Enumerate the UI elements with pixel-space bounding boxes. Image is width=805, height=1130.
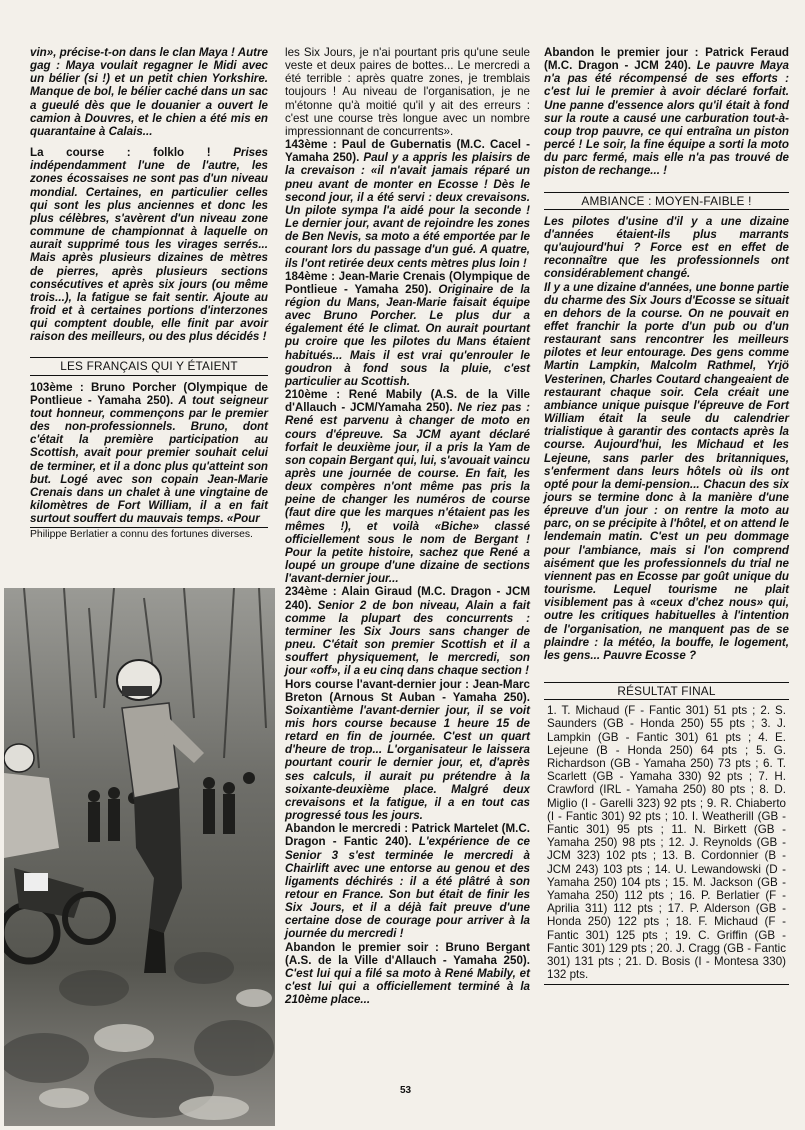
col2-paragraph-6 [285, 678, 530, 823]
photo-caption: Philippe Berlatier a connu des fortunes diverses. [30, 529, 253, 541]
col1-paragraph-1: vin», précise-t-on dans le clan Maya ! Autre gag : Maya voulait regagner le Midi avec un bélier (si !) et un petit chien Yorkshire. Manque de bol, le bélier caché dans un sac a gueulé dès que le douanier a ouvert le camion à Douvres, et le chien a été mis en quarantaine à Calais... [30, 46, 268, 138]
column-3 [544, 46, 789, 985]
col2-paragraph-7-body: L'expérience de ce Senior 3 s'est terminée le mercredi à Chairlift avec une entorse au genou et des ligaments déchirés : il a été plâtré à son retour en France. Son but était de finir les Six Jours, et il a déjà fait preuve d'une certaine dose de courage pour arriver à la journée du mercredi ! [285, 835, 530, 941]
col2-paragraph-8-body: C'est lui qui a filé sa moto à René Mabily, et c'est lui qui a officiellement terminé à la 210ème place... [285, 966, 530, 1007]
trial-rider-photo [4, 588, 275, 1126]
column-2 [285, 46, 530, 1006]
col2-paragraph-3-body: Originaire de la région du Mans, Jean-Marie faisait équipe avec Bruno Porcher. Le plus dur a également été le climat. On aurait pourtant pu croire que les pilotes du Mans étaient habitués... Mais il est vrai qu'enrouler le goudron à fond sous la pluie, c'est particulier au Scottish. [285, 282, 530, 388]
col1-paragraph-3 [30, 381, 268, 526]
col2-paragraph-6-body: Soixantième l'avant-dernier jour, il se voit mis hors course because 1 heure 15 de retard en fin de journée. C'est un quart d'heure de trop... L'organisateur le laissera pourtant courir le dernier jour, et, d'après ses calculs, il aurait pu prétendre à la soixante-deuxième place. Malgré deux crevaisons et la fatigue, il a en tout cas progressé tous les jours. [285, 703, 530, 823]
col2-paragraph-4 [285, 388, 530, 585]
section-header-resultat: RÉSULTAT FINAL [544, 682, 789, 699]
results-list: 1. T. Michaud (F - Fantic 301) 51 pts ; 2. S. Saunders (GB - Honda 250) 55 pts ; 3. J. Lampkin (GB - Fantic 301) 61 pts ; 4. E. Lejeune (B - Honda 250) 64 pts ; 5. G. Richardson (GB - Yamaha 250) 73 pts ; 6. T. Scarlett (GB - Yamaha 330) 92 pts ; 7. H. Crawford (IRL - Yamaha 250) 80 pts ; 8. D. Miglio (I - Garelli 323) 92 pts ; 9. R. Chiaberto (I - Fantic 301) 92 pts ; 10. I. Weatherill (GB - Fantic 301) 95 pts ; 11. N. Birkett (GB - Yamaha 250) 98 pts ; 12. J. Reynolds (GB - JCM 323) 102 pts ; 13. B. Cordonnier (B - JCM 243) 103 pts ; 14. U. Lewandowski (D - Yamaha 250) 104 pts ; 15. M. Jackson (GB - Yamaha 250) 112 pts ; 16. P. Berlatier (F - Aprilia 311) 112 pts ; 17. P. Alderson (GB - Honda 250) 122 pts ; 18. F. Michaud (F - Fantic 301) 125 pts ; 19. C. Griffin (GB - Fantic 301) 129 pts ; 20. J. Cragg (GB - Fantic 301) 131 pts ; 21. D. Bosis (I - Montesa 330) 132 pts. [544, 699, 789, 985]
rider-lead-crenais: 184ème : Jean-Marie Crenais (Olympique de Pontlieue - Yamaha 250). [285, 269, 530, 296]
col1-paragraph-3-body: A tout seigneur tout honneur, commençons par le premier des non-professionnels. Bruno, dont c'était la première participation au Scottish, avait pour premier souhait celui de terminer, et il a donc plus qu'atteint son but. Logé avec son copain Jean-Marie Crenais dans un chalet à une vingtaine de kilomètres de Fort William, il a en fait surtout souffert du mauvais temps. «Pour [30, 393, 269, 526]
rider-lead-giraud: 234ème : Alain Giraud (M.C. Dragon - JCM 240). [285, 585, 530, 612]
rider-lead-bergant: Abandon le premier soir : Bruno Bergant (A.S. de la Ville d'Allauch - Yamaha 250). [285, 940, 530, 967]
col2-paragraph-5-body: Senior 2 de bon niveau, Alain a fait comme la plupart des concurrents : terminer les Six Jours sans changer de pneu. C'était son premier Scottish et il a souffert physiquement, le mercredi, son jour «off», il a eu cinq dans chaque section ! [285, 598, 530, 678]
col3-paragraph-3: Il y a une dizaine d'années, une bonne partie du charme des Six Jours d'Ecosse se situait en dehors de la course. On ne pouvait en effet franchir la porte d'un pub ou d'un restaurant sans rencontrer les meilleurs pilotes et leur entourage. Des gens comme Martin Lampkin, Malcolm Rathmel, Yrjö Vesterinen, Charles Coutard changeaient de restaurant chaque soir. Cela créait une ambiance unique puisque l'épreuve de Fort William était la seule du calendrier trialistique à garantir des contacts après la course. Aujourd'hui, les Michaud et les Lejeune, sans parler des britanniques, s'enferment dans leurs hôtels où ils ont opté pour la demi-pension... Chacun des six jours se termine donc à la manière d'une épreuve d'un jour : on rentre la moto au parc, on se précipite à l'hôtel, et on attend le lendemain matin. C'est un peu dommage pour l'ambiance, mais si l'on comprend aisément que les professionnels du trial ne viennent pas en Ecosse par goût unique du tourisme. Lequel tourisme ne plait visiblement pas à «ceux d'chez nous» qui, outre les critiques habituelles à l'intention de l'organisation, ne manquent pas de se plaindre : la météo, la bouffe, le logement, les gens... Pauvre Ecosse ? [544, 280, 789, 662]
section-lead-course: La course : folklo ! [30, 146, 211, 160]
section-header-ambiance: AMBIANCE : MOYEN-FAIBLE ! [544, 192, 789, 210]
col2-paragraph-3 [285, 270, 530, 388]
page-number: 53 [400, 1085, 412, 1096]
section-header-francais: LES FRANÇAIS QUI Y ÉTAIENT [30, 357, 268, 375]
col2-paragraph-7 [285, 822, 530, 940]
col2-paragraph-5 [285, 585, 530, 677]
col3-paragraph-1-body: Le pauvre Maya n'a pas été récompensé de ses efforts : c'est lui le premier à avoir déclaré forfait. Une panne d'essence alors qu'il était à fond sur la route a causé une carburation tout-à-coup trop pauvre, ce qui entraîna un piston percé ! Le soir, la fine équipe a sorti la moto du parc fermé, mais elle n'a pas trouvé de piston de rechange... ! [544, 59, 790, 178]
col1-paragraph-2-body: Prises indépendamment l'une de l'autre, les zones écossaises ne sont pas d'un niveau mondial. Certaines, en particulier celles qui sont les plus anciennes et donc les plus célèbres, s'avèrent d'un niveau zone commune de championnat à laquelle on aurait supprimé tous les virages serrés... Mais après plusieurs dizaines de mètres de pierres, après plusieurs sections consécutives et après six jours (ou même trois...), la fatigue se fait sentir. Ajoute au froid et à certaines portions d'interzones qui comptent double, elle finit par avoir raison des meilleurs, ou des plus décidés ! [30, 146, 269, 344]
col2-paragraph-4-body: Ne riez pas : René est parvenu à changer de moto en cours d'épreuve. Sa JCM ayant déclaré forfait le deuxième jour, il a pris la Yam de son copain Bergant qui, lui, s'avouait vaincu après une journée de course. En fait, les deux compères n'ont même pas pris la peine de changer les numéros de course (faut dire que les marques n'étaient pas les mêmes !), et voilà «Biche» classé officiellement sous le nom de Bergant ! Pour la petite histoire, sachez que René a loupé un groupe d'une dizaine de sections l'avant-dernier jour... [285, 401, 530, 586]
col2-paragraph-1: les Six Jours, je n'ai pourtant pris qu'une seule veste et deux paires de bottes... Le mercredi a été terrible : après quatre zones, je tremblais toujours ! Au niveau de l'organisation, je ne m'étonne qu'à moitié qu'il y ait des erreurs : c'est une course très longue avec un nombre impressionnant de concurrents». [285, 46, 530, 138]
col2-paragraph-2-body: Paul y a appris les plaisirs de la crevaison : «il n'avait jamais réparé un pneu avant de monter en Ecosse ! Dès le second jour, il a été servi : deux crevaisons. Un pilote sympa l'a aidé pour la seconde ! Le dernier jour, avant de rejoindre les zones de Ben Nevis, sa moto a été emportée par le courant lors du passage d'un gué. A quatre, ils l'ont retirée deux cents mètres plus loin ! [285, 151, 530, 270]
rider-lead-mabily: 210ème : René Mabily (A.S. de la Ville d'Allauch - JCM/Yamaha 250). [285, 388, 530, 415]
col1-paragraph-2 [30, 146, 268, 343]
col3-paragraph-1 [544, 46, 789, 178]
col2-paragraph-2 [285, 138, 530, 270]
rider-lead-breton: Hors course l'avant-dernier jour : Jean-Marc Breton (Arnous St Auban - Yamaha 250). [285, 677, 530, 704]
rider-lead-gubernatis: 143ème : Paul de Gubernatis (M.C. Cacel - Yamaha 250). [285, 138, 530, 165]
col3-paragraph-2: Les pilotes d'usine d'il y a une dizaine d'années étaient-ils plus marrants qu'aujourd'hui ? Force est en effet de reconnaître que les professionnels ont considérablement changé. [544, 214, 789, 281]
col2-paragraph-8 [285, 941, 530, 1007]
column-1 [30, 46, 268, 541]
rider-lead-martelet: Abandon le mercredi : Patrick Martelet (M.C. Dragon - Fantic 240). [285, 822, 530, 849]
rider-lead-porcher: 103ème : Bruno Porcher (Olympique de Pontlieue - Yamaha 250). [30, 380, 268, 407]
rider-lead-feraud: Abandon le premier jour : Patrick Feraud (M.C. Dragon - JCM 240). [544, 46, 789, 73]
